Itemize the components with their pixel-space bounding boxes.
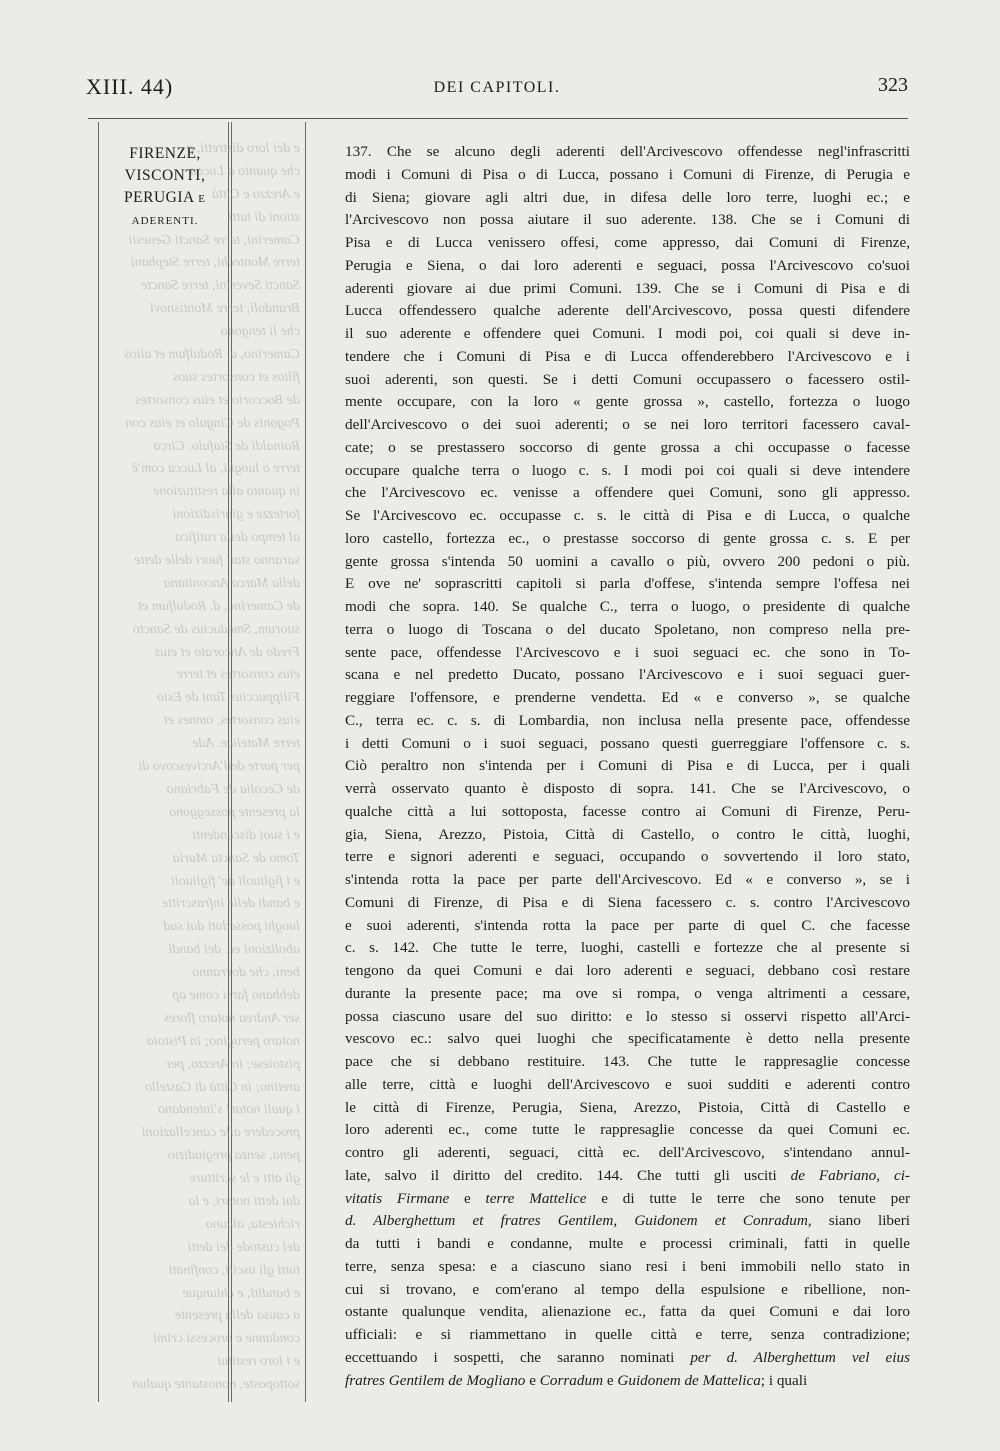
bleed-through-line: suorum, Smeducius de Sancto (132, 621, 300, 637)
bleed-through-line: Fredo de Ancorato et eius (154, 644, 300, 660)
bleed-through-line: e i figliuoli de' figliuoli (171, 873, 300, 889)
bleed-through-line: Rainaldi de Stafulo. Circa (153, 438, 300, 454)
bleed-through-line: pistoiese; in Arezzo, per (165, 1056, 300, 1072)
chapter-reference: XIII. 44) (86, 74, 174, 99)
text-line: alle terre, città e luoghi dell'Arcivescovo e suoi sudditi e aderenti contro (345, 1075, 910, 1093)
bleed-through-line: i quali notari s'intendano (158, 1102, 300, 1118)
side-note-line: PERUGIA E (124, 189, 206, 206)
bleed-through-line: Sancti Severini, terre Sancte (141, 278, 300, 294)
bleed-through-line: la presente posseggono (169, 804, 300, 820)
side-note-line: ADERENTI. (131, 215, 199, 227)
bleed-through-line: tutti gli usciti, confinati (168, 1262, 300, 1278)
text-line: i detti Comuni o i suoi seguaci, possano questi guerreggiare l'offensore c. s. (345, 734, 910, 752)
text-line: che l'Arcivescovo ec. venisse a offendere quei Comuni, sono gli appresso. (345, 484, 910, 502)
side-note-line: FIRENZE, (129, 145, 201, 162)
text-line: cate; o se prestassero soccorso di gente grossa a chi occupasse o facesse (345, 438, 910, 456)
page-number: 323 (878, 74, 908, 96)
text-line: da tutti i bandi e condanne, multe e processi criminali, fatti in quelle (345, 1235, 910, 1252)
text-line: modi che sopra. 140. Se qualche C., terra o luogo, o presidente di qualche (345, 598, 910, 615)
running-header (86, 70, 908, 104)
text-line: modi i Comuni di Pisa o di Lucca, possano i Comuni di Firenze, di Perugia e (345, 165, 910, 183)
bleed-through-line: Brandoli, terre Montisnovi (150, 301, 300, 317)
text-line: loro aderenti ec., come tutte le rappresaglie concesse da quei Comuni ec. (345, 1121, 910, 1139)
bleed-through-line: fortezze e giurisdizioni (172, 507, 300, 523)
text-line: eccettuando i sospetti, che saranno nominati per d. Alberghettum vel eius (345, 1348, 910, 1366)
text-line: Pisa e di Lucca venissero offesi, come appresso, dai Comuni di Firenze, (345, 234, 910, 251)
text-line: late, salvo il diritto del credito. 144. Che tutti gli usciti de Fabriano, ci- (345, 1166, 910, 1184)
text-line: fratres Gentilem de Mogliano e Corradum e Guidonem de Mattelica; i quali (345, 1371, 808, 1389)
text-line: tendere che i Comuni di Pisa e di Lucca offenderebbero l'Arcivescovo e i (345, 347, 910, 365)
bleed-through-line: debbano farsi come ap (172, 987, 300, 1003)
bleed-through-line: Tomo de Sancta Maria (172, 850, 300, 866)
text-line: contro gli aderenti, seguaci, città ec. dell'Arcivescovo, s'intendano annul- (345, 1144, 910, 1161)
text-line: mente occupare, con la loro « gente grossa », castello, fortezza o luogo (345, 393, 910, 411)
text-line: tengono da quei Comuni e dai loro aderenti e seguaci, debbano così restare (345, 962, 910, 979)
bleed-through-line: del custode dei detti (187, 1239, 300, 1255)
bleed-through-line: beni, che dovranno (192, 965, 300, 981)
text-line: d. Alberghettum et fratres Gentilem, Guidonem et Conradum, siano liberi (345, 1212, 911, 1230)
bleed-through-line: filios et consortes suos (172, 369, 300, 385)
bleed-through-line: gli atti e le scritture (189, 1171, 300, 1187)
bleed-through-line: sottoposte, nonostante qualun (132, 1377, 300, 1393)
margin-rule-left (98, 122, 99, 1402)
bleed-through-line: terre Matelice. Ade (192, 736, 300, 752)
text-line: le città di Firenze, Perugia, Siena, Arezzo, Pistoia, Città di Castello e (345, 1098, 910, 1116)
text-line: Comuni di Firenze, di Pisa e di Siena facessero c. s. contro l'Arcivescovo (345, 893, 910, 911)
text-line: reggiare l'offensore, e prenderne vendetta. Ed « e converso », se qualche (345, 689, 910, 706)
text-line: sente pace, offendesse l'Arcivescovo e i suoi seguaci ec. che sono in To- (345, 643, 910, 661)
text-line: gia, Siena, Arezzo, Pistoia, Città di Castello, o contro le città, luoghi, (345, 825, 910, 843)
text-line: E ove ne' soprascritti capitoli si parla d'offese, s'intenda sempre l'offesa nei (345, 575, 910, 593)
bleed-through-line: Camerino, d. Rodulfum et alios (124, 347, 300, 363)
bleed-through-line: che li tengono (220, 324, 300, 340)
margin-rule-right (305, 122, 306, 1402)
text-line: suoi aderenti, son questi. Se i detti Comuni occupassero o facessero ostil- (345, 370, 910, 388)
bleed-through-line: in quanto alla restituzione (153, 484, 300, 500)
text-line: terre, senza spesa: e a ciascuno siano resi i beni immobili nello stato in (345, 1257, 910, 1275)
bleed-through-line: eius consortes et terre (176, 667, 300, 683)
bleed-through-line: e Arezzo e Città (211, 186, 300, 202)
text-line: C., terra ec. c. s. di Lombardia, non inclusa nella presente pace, offendesse (345, 711, 910, 729)
bleed-through-line: luoghi posseduti dai sud (163, 919, 300, 935)
bleed-through-line: eius consortes, omnes et (163, 713, 300, 729)
bleed-through-line: della Marca Anconitana (163, 575, 300, 591)
text-line: scana e nel predetto Ducato, possano l'Arcivescovo e i suoi seguaci guer- (345, 666, 910, 684)
text-line: occupare qualche terra o luogo c. s. I modi poi coi quali si deve intendere (345, 461, 910, 479)
text-line: aderenti giovare ai due primi Comuni. 139. Che se i Comuni di Pisa e di (345, 279, 910, 297)
text-line: gente grossa s'intenda 50 uomini a cavallo o più, ovvero 200 pedoni o più. (345, 552, 910, 570)
bleed-through-line: stioni di tutti (228, 209, 300, 225)
text-line: e suoi aderenti, s'intenda rotta la pace per parte di quel C. che facesse (345, 916, 910, 934)
bleed-through-line: Camerini, terre Sancti Genesii (128, 232, 300, 248)
text-line: ufficiali: e si riammettano in quelle città e terre, senza contradizione; (345, 1326, 910, 1343)
header-rule (88, 118, 908, 119)
bleed-through-line: condanne e processi crimi (153, 1331, 300, 1347)
side-note-line: VISCONTI, (124, 167, 206, 184)
text-line: di Siena; giovare agli altri due, in difesa delle loro terre, luoghi ec.; e (345, 188, 910, 206)
bleed-through-line: terre o luoghi, al Lucca com'è (131, 461, 300, 477)
text-line: verrà osservato quanto è disposto di sopra. 141. Che se l'Arcivescovo, o (345, 780, 910, 797)
bleed-through-line: che quanto a Lucca (189, 163, 300, 179)
bleed-through-line: terre Montechi, terre Stephani (130, 255, 300, 271)
side-note (104, 143, 226, 232)
text-line: qualche città a lui sottoposta, facesse contro ai Comuni di Firenze, Peru- (345, 802, 910, 820)
text-line: l'Arcivescovo non possa aiutare il suo aderente. 138. Che se i Comuni di (345, 211, 910, 229)
text-line: c. s. 142. Che tutte le terre, luoghi, castelli e fortezze che al presente si (345, 939, 910, 957)
bleed-through-line: per parte dell'Arcivescovo di (138, 759, 300, 775)
text-line: Lucca offendessero qualche aderente dell'Arcivescovo, possa questi difendere (345, 302, 910, 320)
bleed-through-line: saranno stati fuori delle dette (134, 553, 300, 569)
bleed-through-line: richiesta, alcuno (205, 1216, 300, 1232)
bleed-through-line: Pogonis de Cingulo et eius con (125, 415, 300, 431)
text-line: cui si trovano, e com'erano al tempo della espulsione e ribellione, non- (345, 1280, 910, 1298)
main-text (345, 141, 910, 1392)
text-line: Perugia e Siena, o dai loro aderenti e seguaci, possa l'Arcivescovo co'suoi (345, 256, 910, 274)
bleed-through-line: e i loro restitui (217, 1354, 300, 1370)
bleed-through-line: ser Andrea notaro flores (163, 1010, 300, 1026)
bleed-through-text (100, 138, 300, 1393)
bleed-through-line: de Cecolia de Fabriano (166, 781, 300, 797)
text-line: dell'Arcivescovo o dei suoi aderenti; o se nei loro territori facessero caval- (345, 416, 910, 433)
text-line: terre e signori aderenti e seguaci, occupando o sovvertendo il loro stato, (345, 848, 910, 866)
text-line: terra o luogo di Toscana o del ducato Spoletano, non compreso nella pre- (345, 620, 910, 638)
text-line: loro castello, fortezza ec., o prestasse soccorso di gente grossa c. s. E per (345, 529, 910, 547)
text-line: possa ciascuno usare del suo diritto: e lo stesso si osservi rispetto all'Arci- (345, 1007, 910, 1025)
bleed-through-line: e dei loro distretti, a (186, 141, 300, 156)
bleed-through-line: pena, senza pregiudizio (167, 1148, 300, 1164)
text-line: il suo aderente e offendere quei Comuni. I modi poi, coi quali si deve in- (345, 325, 910, 342)
running-title: DEI CAPITOLI. (433, 79, 561, 96)
bleed-through-line: de Boccorio et eius consortes (135, 392, 300, 408)
text-line: Se l'Arcivescovo ec. occupasse c. s. le città di Pisa e di Lucca, o qualche (345, 507, 910, 524)
bleed-through-line: a causa della presente (174, 1308, 300, 1324)
text-line: durante la presente pace; ma ove si rompa, o venga altrimenti a cessare, (345, 984, 910, 1002)
bleed-through-line: de Camerino, d. Rodulfum et (138, 598, 300, 614)
text-line: pace che si debbano restituire. 143. Che tutte le rappresaglie concesse (345, 1053, 910, 1070)
bleed-through-line: e bandi delle infrascritte (161, 896, 300, 912)
bleed-through-line: aretino; in Città di Castello (144, 1079, 300, 1095)
text-line: vescovo ec.: salvo quei luoghi che specificatamente è detto nella presente (345, 1030, 910, 1048)
bleed-through-line: al tempo della ratifica (175, 530, 300, 546)
bleed-through-line: procedere alle cancellazioni (141, 1125, 300, 1141)
text-line: vitatis Firmane e terre Mattelice e di tutte le terre che sono tenute per (345, 1189, 910, 1207)
bleed-through-line: dai detti notari, e la (188, 1193, 300, 1209)
text-line: Ciò peraltro non s'intenda per i Comuni di Pisa e di Lucca, per i quali (345, 757, 910, 775)
text-line: s'intenda rotta la pace per parte dell'Arcivescovo. Ed « e converso », se i (345, 871, 910, 888)
bleed-through-line: Filippuccius Tani de Esio (157, 690, 300, 706)
bleed-through-line: notaro perugino; in Pistoia (146, 1033, 300, 1049)
text-line: ostante qualunque vendita, alienazione ec., fatta da quei Comuni e dai loro (345, 1303, 910, 1321)
bleed-through-line: e i suoi discendenti (192, 827, 300, 843)
text-line: 137. Che se alcuno degli aderenti dell'Arcivescovo offendesse negl'infrascritti (345, 143, 910, 160)
bleed-through-line: e banditi, e chiunque (182, 1285, 300, 1301)
bleed-through-line: abolizioni ec. dei bandi (168, 942, 300, 958)
